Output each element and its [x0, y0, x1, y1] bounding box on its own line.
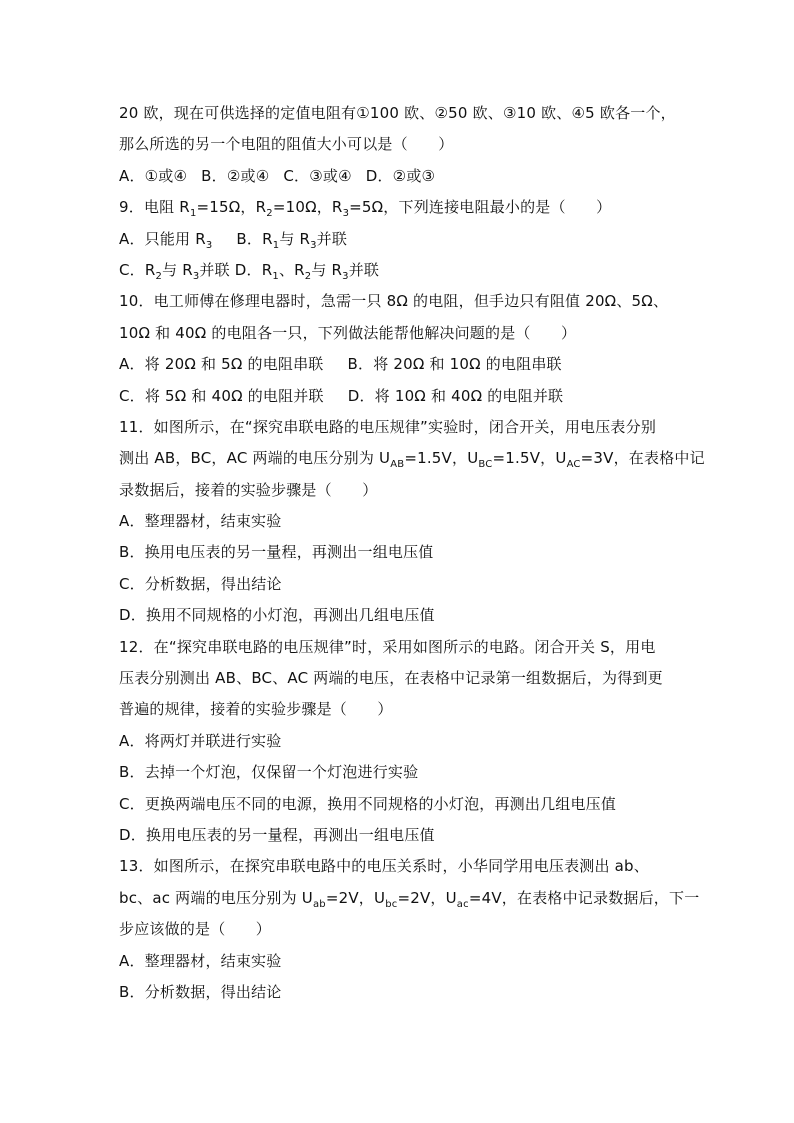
q9-option-b[interactable]: B．$R_1$与 $R_3$并联	[236, 229, 348, 251]
q12-option-b[interactable]: B．去掉一个灯泡，仅保留一个灯泡进行实验	[119, 763, 419, 782]
q8-option-d[interactable]: D．②或③	[365, 166, 436, 185]
q10-option-a[interactable]: A．将 20Ω 和 5Ω 的电阻串联	[119, 355, 324, 374]
q8-options	[119, 161, 689, 192]
q10-stem-line-1: 10．电工师傅在修理电器时，急需一只 8Ω 的电阻，但手边只有阻值 20Ω、5Ω、	[119, 292, 669, 311]
q13-stem-line-3: 步应该做的是（ ）	[119, 920, 272, 939]
q10-option-c[interactable]: C．将 5Ω 和 40Ω 的电阻并联	[119, 386, 324, 405]
q13-option-b[interactable]: B．分析数据，得出结论	[119, 982, 282, 1001]
q10-stem-line-2: 10Ω 和 40Ω 的电阻各一只，下列做法能帮他解决问题的是（ ）	[119, 323, 577, 342]
q12-stem-line-3: 普遍的规律，接着的实验步骤是（ ）	[119, 700, 393, 719]
q11-option-b[interactable]: B．换用电压表的另一量程，再测出一组电压值	[119, 543, 434, 562]
q11-option-a[interactable]: A．整理器材，结束实验	[119, 512, 282, 531]
q13-stem-line-2: bc、ac 两端的电压分别为 $U_{ab}=2V$，$U_{bc}=2V$，$U_{ac}=4V$，在表格中记录数据后，下一	[119, 888, 700, 910]
q8-option-a[interactable]: A．①或④	[119, 166, 188, 185]
q9-options-ab	[119, 224, 689, 255]
q13-option-a[interactable]: A．整理器材，结束实验	[119, 951, 282, 970]
q8-option-b[interactable]: B．②或④	[201, 166, 270, 185]
q8-option-c[interactable]: C．③或④	[283, 166, 352, 185]
q11-stem-line-2: 测出 AB，BC，AC 两端的电压分别为 $U_{AB}=1.5V$，$U_{BC}=1.5V$，$U_{AC}=3V$，在表格中记	[119, 449, 705, 471]
q11-option-c[interactable]: C．分析数据，得出结论	[119, 574, 282, 593]
q10-option-b[interactable]: B．将 20Ω 和 10Ω 的电阻串联	[347, 355, 562, 374]
q8-stem-line-2: 那么所选的另一个电阻的阻值大小可以是（ ）	[119, 135, 454, 154]
q11-stem-line-1: 11．如图所示，在“探究串联电路的电压规律”实验时，闭合开关，用电压表分别	[119, 417, 657, 436]
q11-option-d[interactable]: D．换用不同规格的小灯泡，再测出几组电压值	[119, 606, 435, 625]
q10-option-d[interactable]: D．将 10Ω 和 40Ω 的电阻并联	[347, 386, 564, 405]
q12-option-a[interactable]: A．将两灯并联进行实验	[119, 731, 282, 750]
q8-stem-line-1: 20 欧，现在可供选择的定值电阻有①100 欧、②50 欧、③10 欧、④5 欧各一个，	[119, 104, 676, 122]
q13-stem-line-1: 13．如图所示，在探究串联电路中的电压关系时，小华同学用电压表测出 ab、	[119, 857, 649, 876]
q12-stem-line-2: 压表分别测出 AB、BC、AC 两端的电压，在表格中记录第一组数据后，为得到更	[119, 669, 663, 688]
q10-options-ab	[119, 349, 689, 380]
q12-option-d[interactable]: D．换用电压表的另一量程，再测出一组电压值	[119, 825, 435, 844]
q11-stem-line-3: 录数据后，接着的实验步骤是（ ）	[119, 480, 378, 499]
q12-stem-line-1: 12．在“探究串联电路的电压规律”时，采用如图所示的电路。闭合开关 S，用电	[119, 637, 656, 656]
q9-options-cd[interactable]: C．$R_2$与 $R_3$并联 D．$R_1$、$R_2$与 $R_3$并联	[119, 260, 380, 282]
q9-option-a[interactable]: A．只能用 $R_3$	[119, 229, 213, 251]
question-body	[119, 98, 705, 1008]
q12-option-c[interactable]: C．更换两端电压不同的电源，换用不同规格的小灯泡，再测出几组电压值	[119, 794, 617, 813]
q9-stem: 9．电阻 $R_1=15\Omega$，$R_2=10\Omega$，$R_3=5\Omega$，下列连接电阻最小的是（ ）	[119, 198, 612, 220]
q10-options-cd	[119, 381, 689, 412]
